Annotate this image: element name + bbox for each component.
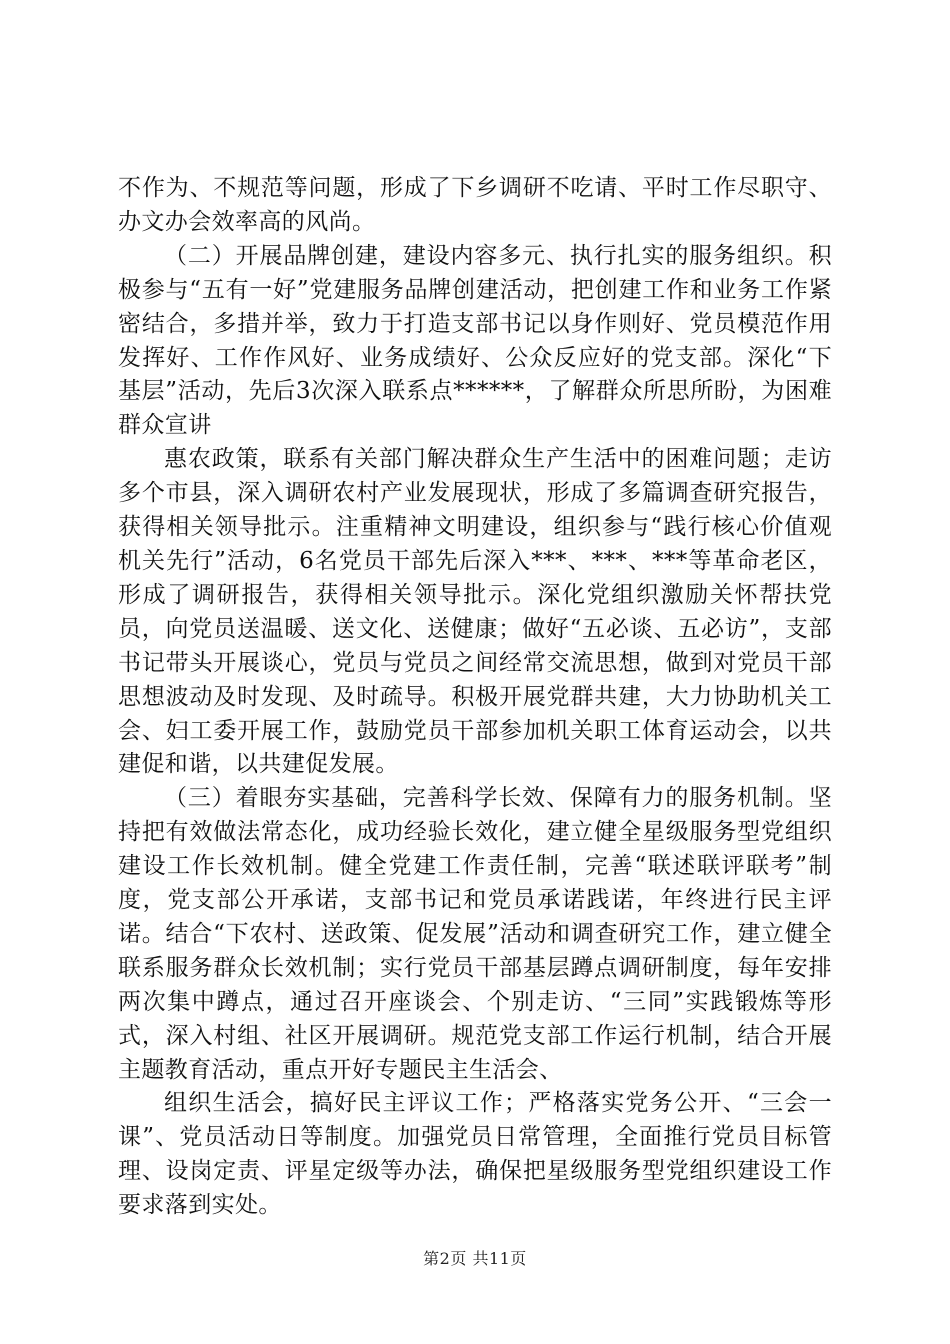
page-number-label: 第2页 共11页 bbox=[423, 1249, 527, 1268]
paragraph-2: （二）开展品牌创建，建设内容多元、执行扎实的服务组织。积极参与“五有一好”党建服务品牌创建活动，把创建工作和业务工作紧密结合，多措并举，致力于打造支部书记以身作则好、党员模范作用发挥好、工作作风好、业务成绩好、公众反应好的党支部。深化“下基层”活动，先后3次深入联系点******，了解群众所思所盼，为困难群众宣讲 bbox=[118, 242, 832, 439]
document-body bbox=[118, 172, 832, 1223]
page-footer bbox=[0, 1246, 950, 1269]
paragraph-1: 不作为、不规范等问题，形成了下乡调研不吃请、平时工作尽职守、办文办会效率高的风尚。 bbox=[118, 175, 832, 235]
paragraph-5: 组织生活会，搞好民主评议工作；严格落实党务公开、“三会一课”、党员活动日等制度。加强党员日常管理，全面推行党员目标管理、设岗定责、评星定级等办法，确保把星级服务型党组织建设工作要求落到实处。 bbox=[118, 1090, 832, 1219]
paragraph-4: （三）着眼夯实基础，完善科学长效、保障有力的服务机制。坚持把有效做法常态化，成功经验长效化，建立健全星级服务型党组织建设工作长效机制。健全党建工作责任制，完善“联述联评联考”制度，党支部公开承诺，支部书记和党员承诺践诺，年终进行民主评诺。结合“下农村、送政策、促发展”活动和调查研究工作，建立健全联系服务群众长效机制；实行党员干部基层蹲点调研制度，每年安排两次集中蹲点，通过召开座谈会、个别走访、“三同”实践锻炼等形式，深入村组、社区开展调研。规范党支部工作运行机制，结合开展主题教育活动，重点开好专题民主生活会、 bbox=[118, 785, 832, 1083]
paragraph-3: 惠农政策，联系有关部门解决群众生产生活中的困难问题；走访多个市县，深入调研农村产业发展现状，形成了多篇调查研究报告，获得相关领导批示。注重精神文明建设，组织参与“践行核心价值观机关先行”活动，6名党员干部先后深入***、***、***等革命老区，形成了调研报告，获得相关领导批示。深化党组织激励关怀帮扶党员，向党员送温暖、送文化、送健康；做好“五必谈、五必访”，支部书记带头开展谈心，党员与党员之间经常交流思想，做到对党员干部思想波动及时发现、及时疏导。积极开展党群共建，大力协助机关工会、妇工委开展工作，鼓励党员干部参加机关职工体育运动会，以共建促和谐，以共建促发展。 bbox=[118, 446, 832, 778]
